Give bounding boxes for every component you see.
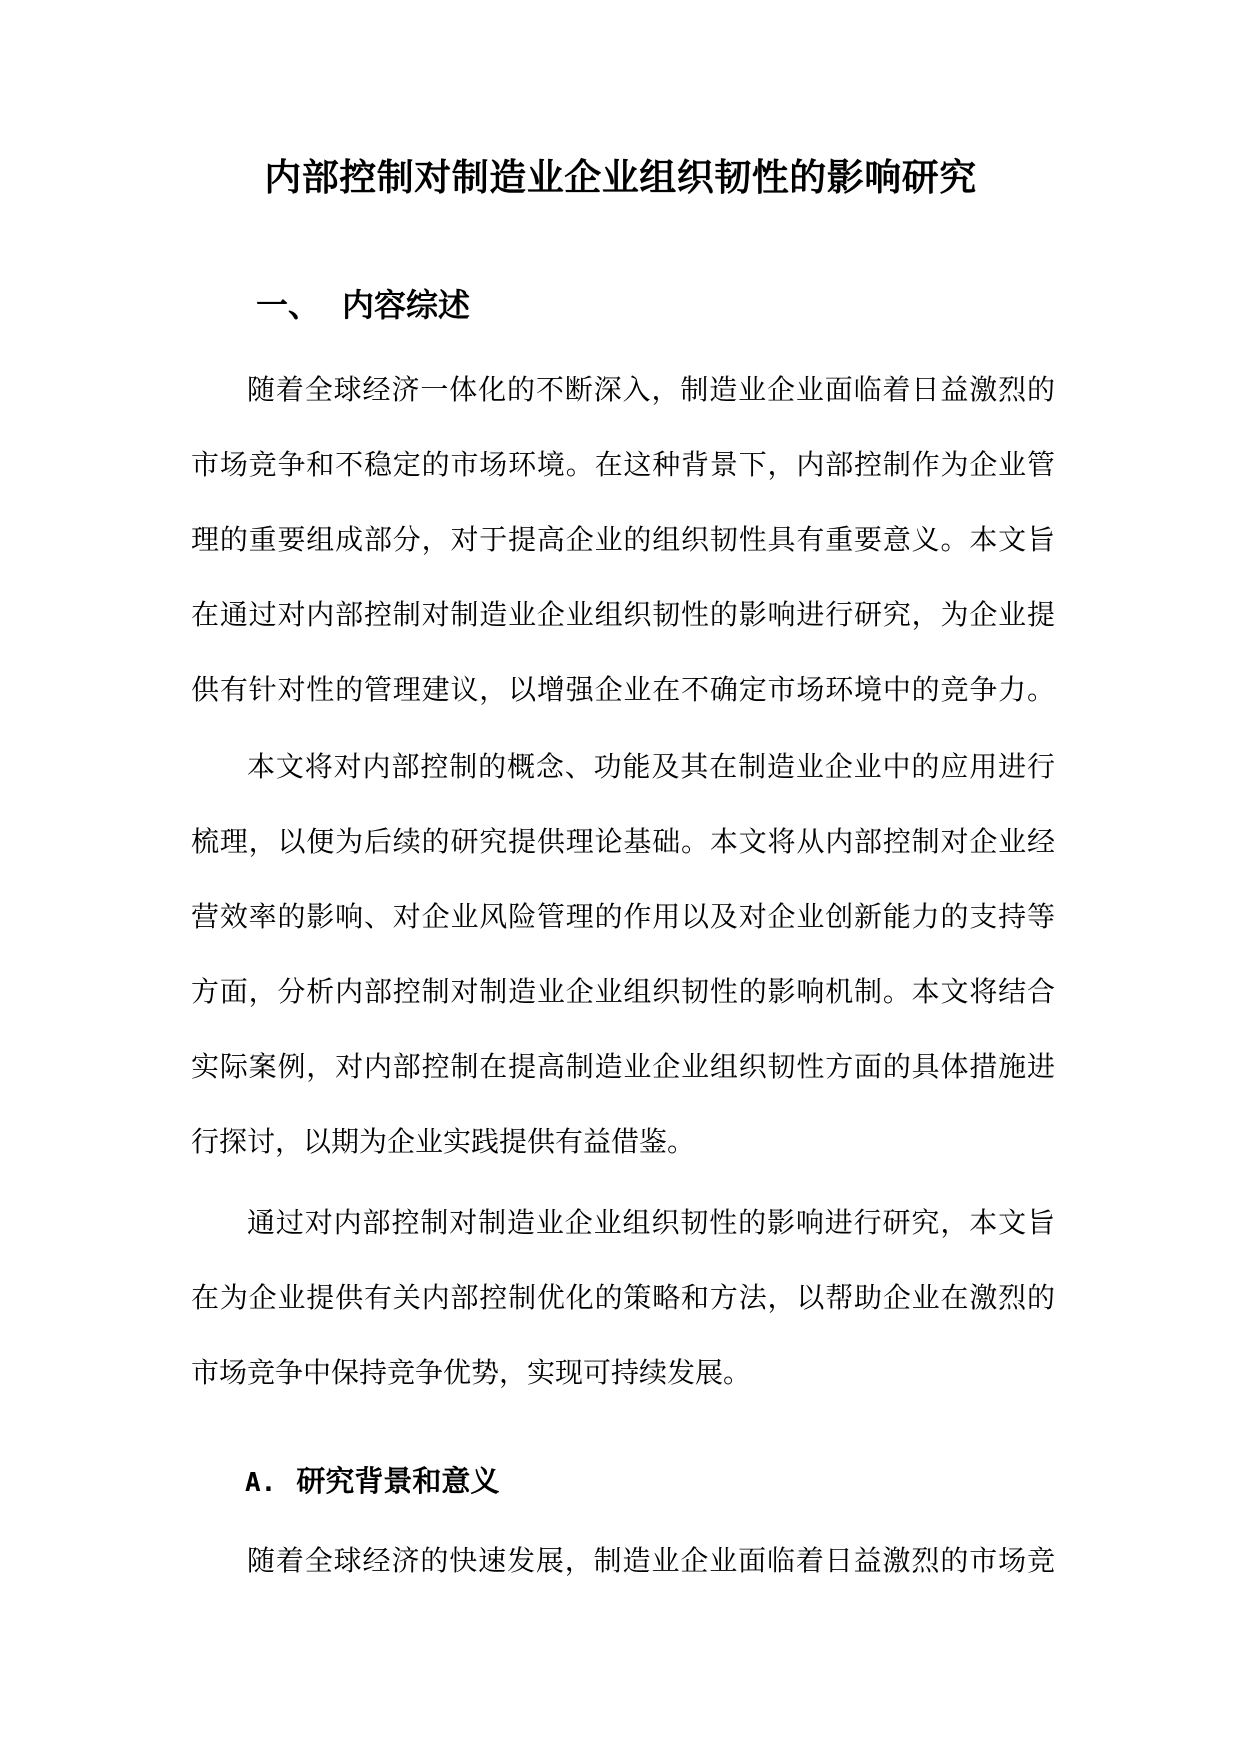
paragraph-line: 供有针对性的管理建议，以增强企业在不确定市场环境中的竞争力。 (191, 673, 1055, 706)
paragraph (191, 352, 1055, 727)
subsection-heading (245, 1456, 499, 1508)
paragraph-line: 在通过对内部控制对制造业企业组织韧性的影响进行研究，为企业提 (191, 598, 1055, 631)
paragraph-line: 市场竞争和不稳定的市场环境。在这种背景下，内部控制作为企业管 (191, 448, 1055, 481)
paragraph-line: 本文将对内部控制的概念、功能及其在制造业企业中的应用进行 (247, 750, 1055, 783)
document-title: 内部控制对制造业企业组织韧性的影响研究 (264, 155, 977, 199)
paragraph-line: 实际案例，对内部控制在提高制造业企业组织韧性方面的具体措施进 (191, 1050, 1055, 1083)
paragraph-line: 营效率的影响、对企业风险管理的作用以及对企业创新能力的支持等 (191, 900, 1055, 933)
paragraph-line: 方面，分析内部控制对制造业企业组织韧性的影响机制。本文将结合 (191, 975, 1055, 1008)
paragraph-line: 行探讨，以期为企业实践提供有益借鉴。 (191, 1125, 696, 1158)
section-number: 一、 (256, 286, 321, 324)
paragraph-line: 市场竞争中保持竞争优势，实现可持续发展。 (191, 1356, 752, 1389)
paragraph (191, 1185, 1055, 1410)
paragraph-line: 通过对内部控制对制造业企业组织韧性的影响进行研究，本文旨 (247, 1206, 1055, 1239)
subsection-number: A. (245, 1468, 277, 1498)
paragraph-line: 在为企业提供有关内部控制优化的策略和方法，以帮助企业在激烈的 (191, 1281, 1055, 1314)
paragraph-line: 随着全球经济的快速发展，制造业企业面临着日益激烈的市场竞 (247, 1544, 1055, 1577)
paragraph-line: 梳理，以便为后续的研究提供理论基础。本文将从内部控制对企业经 (191, 825, 1055, 858)
paragraph (191, 729, 1055, 1179)
paragraph-line: 理的重要组成部分，对于提高企业的组织韧性具有重要意义。本文旨 (191, 523, 1055, 556)
subsection-heading-label: 研究背景和意义 (296, 1464, 500, 1498)
section-heading-label: 内容综述 (342, 286, 471, 324)
section-heading (256, 283, 470, 327)
paragraph (191, 1523, 1055, 1598)
paragraph-line: 随着全球经济一体化的不断深入，制造业企业面临着日益激烈的 (247, 373, 1055, 406)
